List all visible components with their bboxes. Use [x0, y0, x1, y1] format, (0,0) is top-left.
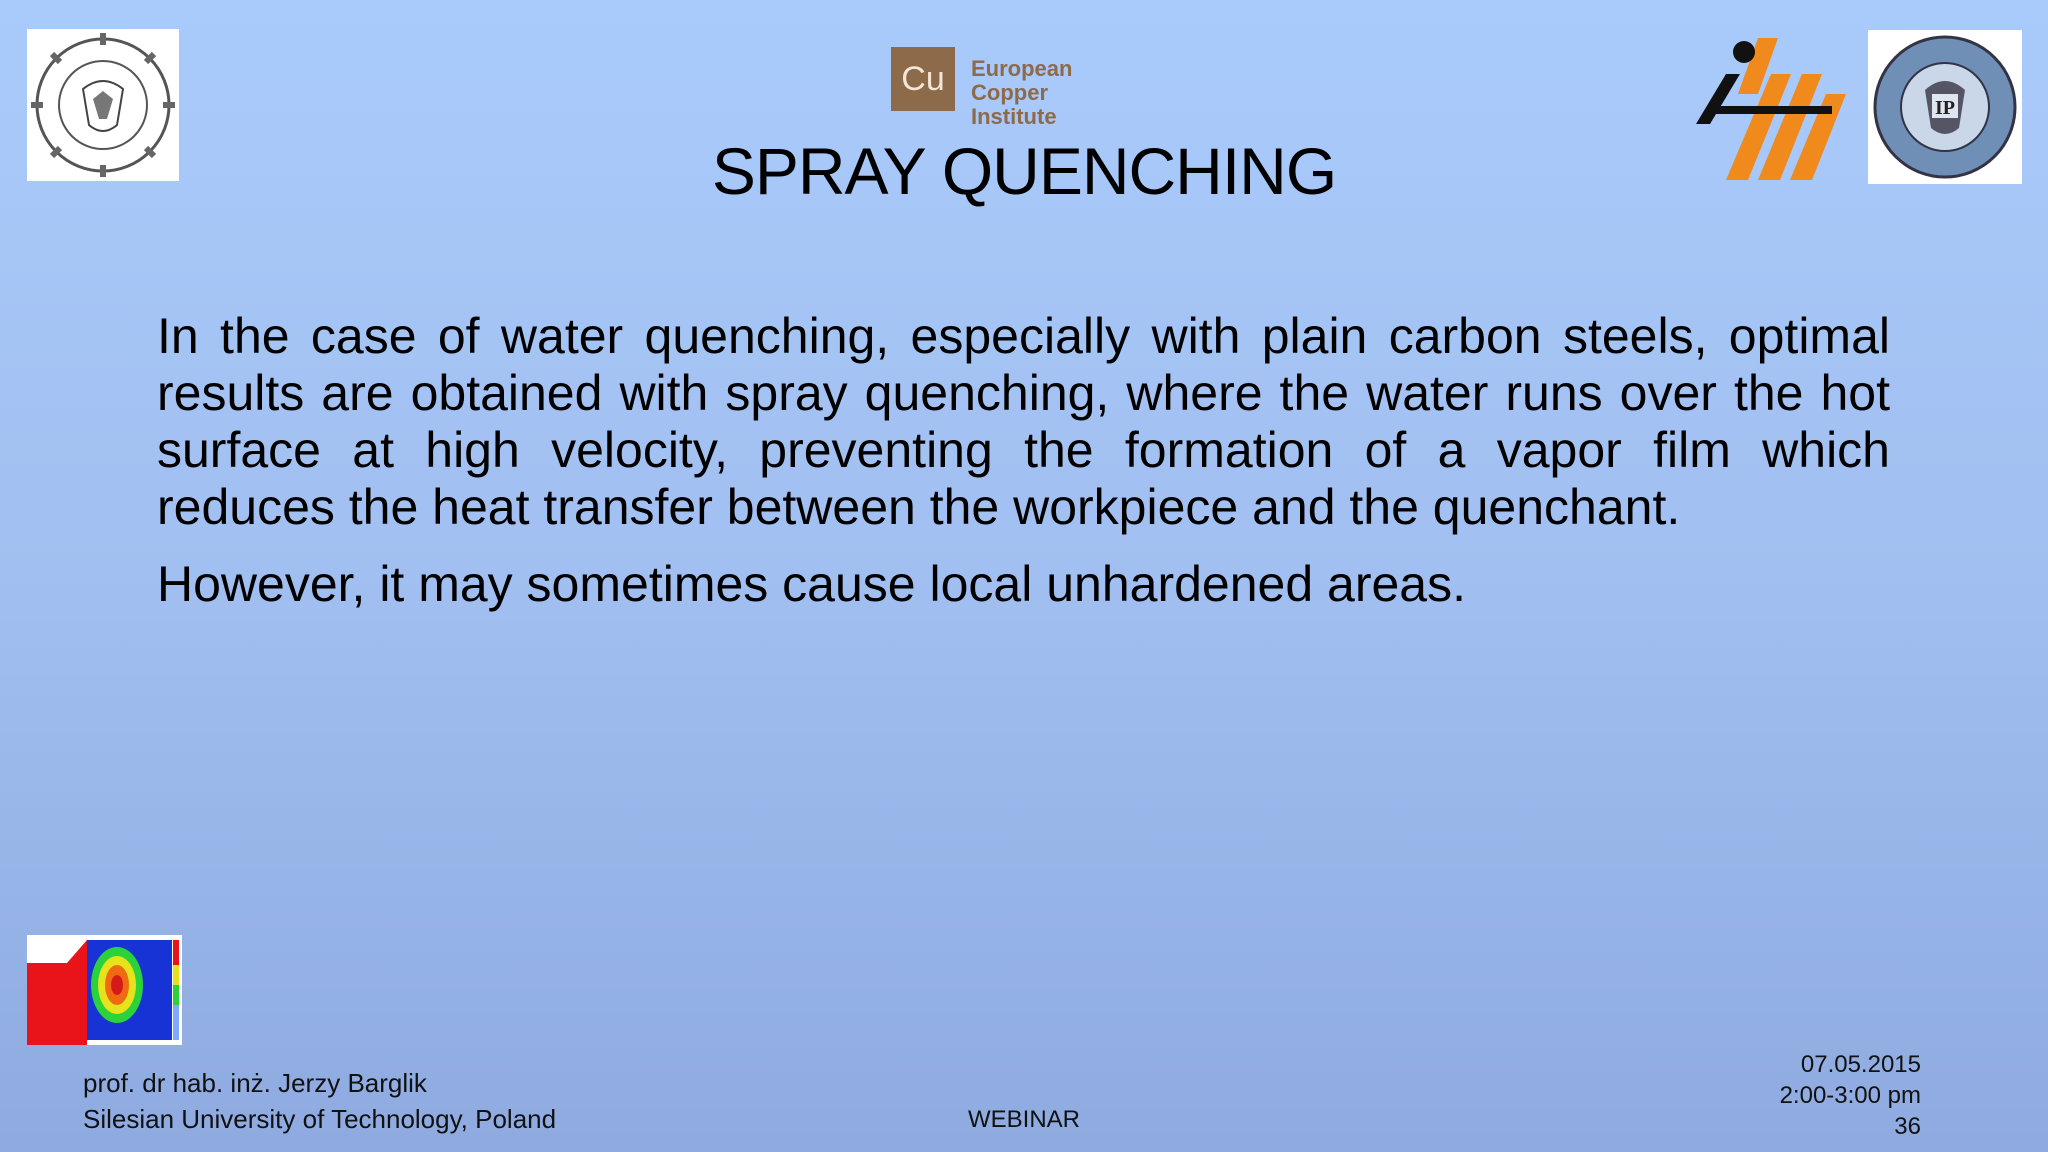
footer-event: WEBINAR [967, 1106, 1080, 1133]
footer-page-number: 36 [1894, 1113, 1921, 1140]
body-paragraph-2: However, it may sometimes cause local unhardened areas. [157, 556, 1466, 612]
slide-title: SPRAY QUENCHING [711, 134, 1337, 208]
cu-mark: Cu [891, 47, 955, 111]
slide-body [157, 308, 1890, 633]
european-copper-institute-logo [891, 47, 1131, 129]
footer-time: 2:00-3:00 pm [1779, 1082, 1921, 1109]
eci-wordmark: European Copper Institute [971, 56, 1073, 129]
svg-text:IP: IP [1935, 97, 1955, 119]
simulation-thumbnail-logo [27, 935, 182, 1045]
footer-date: 07.05.2015 [1800, 1051, 1921, 1078]
footer-affiliation: Silesian University of Technology, Poland [83, 1104, 557, 1134]
footer-author: prof. dr hab. inż. Jerzy Barglik [83, 1068, 427, 1098]
footer-meta-block [1780, 1049, 1921, 1142]
body-paragraph-1: In the case of water quenching, especially with plain carbon steels, optimal results are obtained with spray quenching, where the water runs over the hot surface at high velocity, preventing the formation of a vapor film which reduces the heat transfer between the workpiece and the quenchant. [157, 308, 1890, 535]
